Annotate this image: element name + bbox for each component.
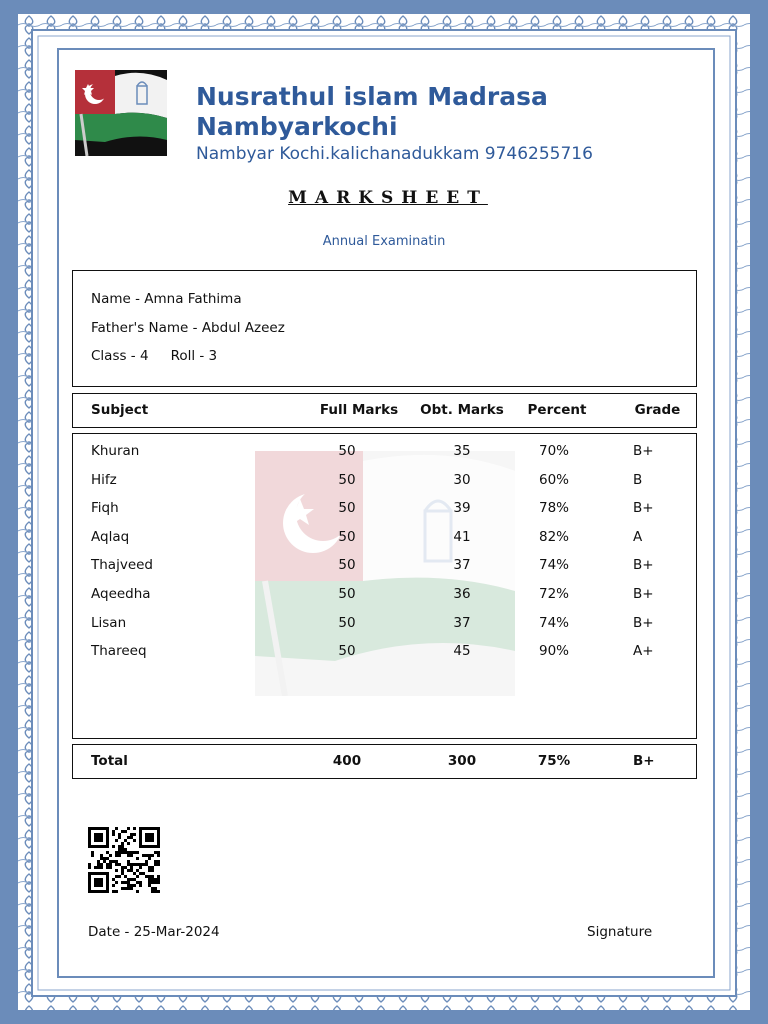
total-percent: 75% — [537, 753, 571, 769]
row-subject: Aqlaq — [91, 528, 130, 545]
header-obtained-marks: Obt. Marks — [420, 402, 504, 418]
student-info-box — [72, 270, 697, 387]
row-grade: A — [633, 528, 643, 545]
row-percent: 90% — [538, 643, 569, 660]
row-percent: 78% — [538, 500, 569, 517]
row-grade: B+ — [633, 586, 654, 602]
qr-code-icon — [88, 827, 160, 893]
row-obtained: 37 — [453, 557, 471, 574]
total-label: Total — [91, 753, 128, 769]
student-name: Name - Amna Fathima — [91, 291, 242, 307]
header-percent: Percent — [527, 402, 587, 418]
row-subject: Hifz — [91, 471, 117, 488]
row-percent: 74% — [538, 614, 569, 631]
class-value: Class - 4 — [91, 348, 149, 364]
row-full: 50 — [338, 557, 356, 574]
roll-value: Roll - 3 — [170, 348, 218, 364]
row-grade: B+ — [633, 557, 654, 574]
row-grade: B+ — [633, 614, 654, 631]
row-obtained: 37 — [453, 614, 471, 631]
header-grade: Grade — [634, 402, 681, 418]
row-full: 50 — [338, 443, 356, 459]
exam-name: Annual Examinatin — [322, 234, 446, 249]
row-obtained: 35 — [453, 443, 471, 459]
header-subject: Subject — [91, 402, 149, 418]
row-obtained: 36 — [453, 586, 471, 602]
marks-table-header — [72, 393, 697, 428]
marks-table-body — [72, 433, 697, 739]
total-grade: B+ — [633, 753, 655, 769]
class-roll-line — [91, 348, 217, 364]
row-grade: B+ — [633, 500, 654, 517]
row-full: 50 — [338, 614, 356, 631]
madrasa-flag-watermark — [255, 451, 515, 696]
row-percent: 72% — [538, 586, 569, 602]
father-name: Father's Name - Abdul Azeez — [91, 320, 285, 336]
row-obtained: 30 — [453, 471, 471, 488]
row-subject: Thajveed — [91, 557, 153, 574]
signature-label: Signature — [587, 924, 653, 940]
row-obtained: 39 — [453, 500, 471, 517]
row-full: 50 — [338, 586, 356, 602]
row-subject: Aqeedha — [91, 586, 151, 602]
row-obtained: 45 — [453, 643, 471, 660]
row-percent: 70% — [538, 443, 569, 459]
row-obtained: 41 — [453, 528, 471, 545]
row-subject: Khuran — [91, 443, 140, 459]
school-address: Nambyar Kochi.kalichanadukkam 9746255716 — [196, 144, 593, 164]
total-full-marks: 400 — [332, 753, 362, 769]
row-grade: B+ — [633, 443, 654, 459]
row-subject: Fiqh — [91, 500, 119, 517]
row-full: 50 — [338, 471, 356, 488]
row-grade: B — [633, 471, 643, 488]
header-full-marks: Full Marks — [319, 402, 399, 418]
row-full: 50 — [338, 528, 356, 545]
total-obtained-marks: 300 — [447, 753, 477, 769]
issue-date: Date - 25-Mar-2024 — [88, 924, 220, 940]
row-percent: 82% — [538, 528, 569, 545]
row-percent: 60% — [538, 471, 569, 488]
marksheet-title: MARKSHEET — [288, 188, 488, 208]
madrasa-flag-logo — [75, 70, 167, 156]
school-name: Nusrathul islam Madrasa Nambyarkochi — [196, 82, 548, 141]
row-full: 50 — [338, 643, 356, 660]
row-subject: Thareeq — [91, 643, 147, 660]
row-grade: A+ — [633, 643, 654, 660]
row-full: 50 — [338, 500, 356, 517]
marks-total-row — [72, 744, 697, 779]
row-percent: 74% — [538, 557, 569, 574]
row-subject: Lisan — [91, 614, 127, 631]
